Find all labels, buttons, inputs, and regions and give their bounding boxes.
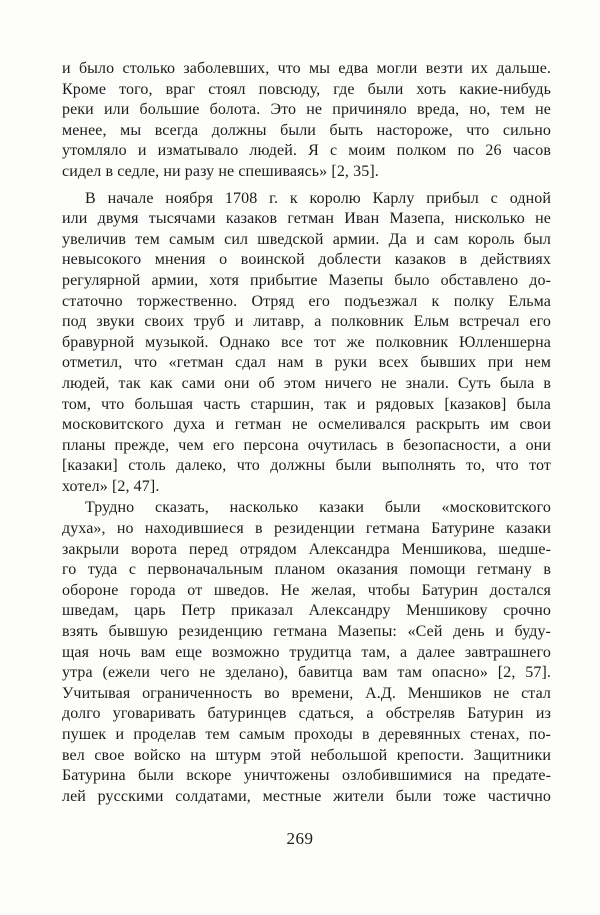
text-line: Батурина были вскоре уничтожены озлобившимися на предате- xyxy=(62,767,551,785)
text-line: невысокого мнения о воинской доблести казаков в действиях xyxy=(62,251,551,269)
text-line: том, что большая часть старшин, так и рядовых [казаков] была xyxy=(62,395,551,413)
text-line: утра (ежели чего не зделано), бавитца вам там опасно» [2, 57]. xyxy=(62,664,551,682)
text-line: обороне города от шведов. Не желая, чтобы Батурин достался xyxy=(62,581,551,599)
paragraph xyxy=(62,189,551,498)
text-line: московитского духа и гетман не осмеливался раскрыть им свои xyxy=(62,416,551,434)
text-line: духа», но находившиеся в резиденции гетмана Батурине казаки xyxy=(62,520,551,538)
text-line: бравурной музыкой. Однако все тот же полковник Юлленшерна xyxy=(62,333,551,351)
text-line: людей, так как сами они об этом ничего не знали. Суть была в xyxy=(62,374,551,392)
text-line: вел свое войско на штурм этой небольшой крепости. Защитники xyxy=(62,746,551,764)
text-line: Учитывая ограниченность во времени, А.Д. Меншиков не стал xyxy=(62,684,551,702)
paragraph xyxy=(62,498,551,807)
text-line: или двумя тысячами казаков гетман Иван Мазепа, нисколько не xyxy=(62,210,551,228)
text-line: щая ночь вам еще возможно трудитца там, а далее завтрашнего xyxy=(62,643,551,661)
text-line: планы прежде, чем его персона очутилась в безопасности, а они xyxy=(62,436,551,454)
text-line: отметил, что «гетман сдал нам в руки всех бывших при нем xyxy=(62,354,551,372)
text-line: статочно торжественно. Отряд его подъезжал к полку Ельма xyxy=(62,292,551,310)
text-line: менее, мы всегда должны были быть настороже, что сильно xyxy=(62,121,551,139)
page-text xyxy=(62,59,551,807)
text-line: го туда с первоначальным планом оказания помощи гетману в xyxy=(62,561,551,579)
text-line: утомляло и изматывало людей. Я с моим полком по 26 часов xyxy=(62,142,551,160)
text-line: под звуки своих труб и литавр, а полковник Ельм встречал его xyxy=(62,313,551,331)
text-line: взять бывшую резиденцию гетмана Мазепы: «Сей день и буду- xyxy=(62,623,551,641)
text-line: шведам, царь Петр приказал Александру Меншикову срочно xyxy=(62,602,551,620)
text-line: лей русскими солдатами, местные жители были тоже частично xyxy=(62,787,551,805)
text-line: долго уговаривать батуринцев сдаться, а обстреляв Батурин из xyxy=(62,705,551,723)
text-line: пушек и проделав тем самым проходы в деревянных стенах, по- xyxy=(62,726,551,743)
page-number: 269 xyxy=(286,829,314,848)
text-line: увеличив тем самым сил шведской армии. Да и сам король был xyxy=(62,230,551,248)
text-line: В начале ноября 1708 г. к королю Карлу прибыл с одной xyxy=(85,189,551,207)
text-line: реки или большие болота. Это не причиняло вреда, но, тем не xyxy=(62,101,551,119)
text-line: Кроме того, враг стоял повсюду, где были хоть какие-нибудь xyxy=(62,80,551,98)
text-line: и было столько заболевших, что мы едва могли везти их дальше. xyxy=(62,60,551,77)
text-line: сидел в седле, ни разу не спешиваясь» [2, 35]. xyxy=(62,162,379,180)
text-line: закрыли ворота перед отрядом Александра Меншикова, шедше- xyxy=(62,540,551,558)
text-line: хотел» [2, 47]. xyxy=(62,477,160,495)
text-line: Трудно сказать, насколько казаки были «московитского xyxy=(85,499,551,517)
text-line: [казаки] столь далеко, что должны были выполнять то, что тот xyxy=(62,457,551,475)
paragraph xyxy=(62,59,551,183)
text-line: регулярной армии, хотя прибытие Мазепы было обставлено до- xyxy=(62,271,551,289)
